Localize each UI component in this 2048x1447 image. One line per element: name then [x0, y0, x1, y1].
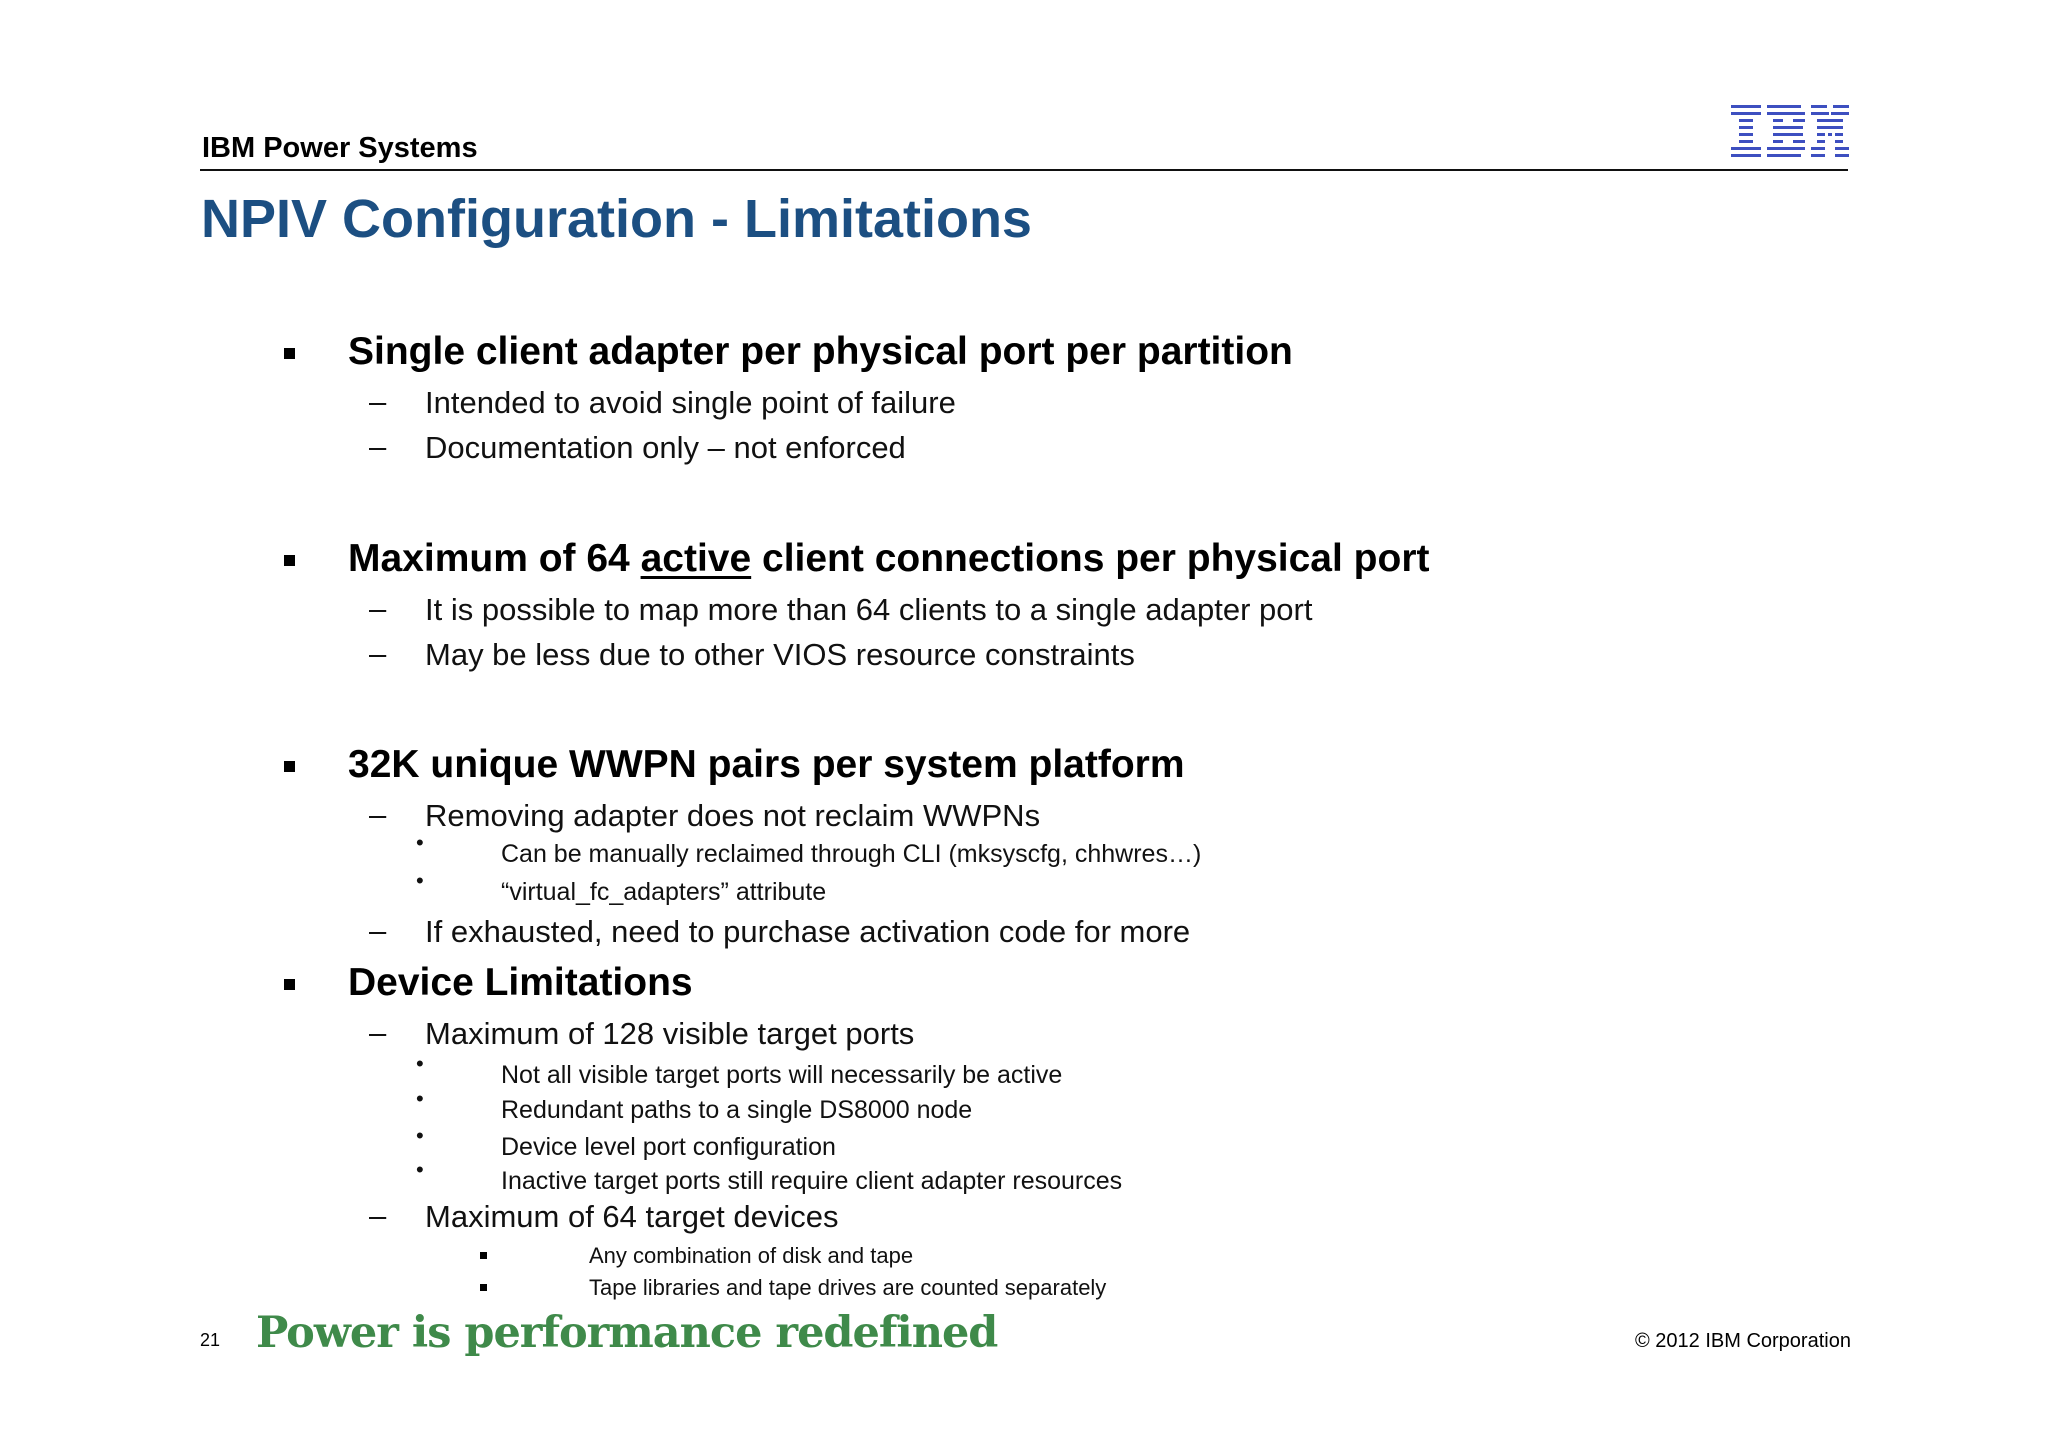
square-bullet-icon [284, 555, 295, 566]
small-square-bullet-icon [480, 1284, 487, 1291]
dash-bullet-icon: – [369, 636, 387, 671]
square-bullet-icon [284, 761, 295, 772]
page-title: NPIV Configuration - Limitations [201, 189, 1032, 249]
sub-subbullet [416, 1157, 1123, 1196]
bullet-text: Device Limitations [348, 961, 693, 1004]
level4-text: Any combination of disk and tape [589, 1243, 914, 1268]
subbullet-text: May be less due to other VIOS resource constraints [425, 637, 1135, 672]
level4-bullet [589, 1243, 913, 1269]
dot-bullet-icon: • [416, 1123, 424, 1148]
sub-subbullet-text: Not all visible target ports will necessarily be active [501, 1061, 1063, 1089]
dash-bullet-icon: – [369, 1198, 387, 1233]
bullet-32k-wwpn [348, 743, 1185, 787]
subbullet [369, 591, 1313, 628]
sub-subbullet-text: “virtual_fc_adapters” attribute [501, 878, 827, 906]
dash-bullet-icon: – [369, 913, 387, 948]
sub-subbullet-text: Redundant paths to a single DS8000 node [501, 1096, 973, 1124]
sub-subbullet [416, 868, 827, 907]
page-number: 21 [200, 1330, 221, 1350]
subbullet [369, 384, 956, 421]
subbullet [369, 913, 1191, 950]
subbullet-text: Removing adapter does not reclaim WWPNs [425, 798, 1041, 833]
footer-tagline: Power is performance redefined [256, 1308, 998, 1358]
subbullet [369, 429, 906, 466]
bullet-text: Single client adapter per physical port per partition [348, 330, 1293, 373]
subbullet-text: It is possible to map more than 64 clients to a single adapter port [425, 592, 1313, 627]
bullet-device-limitations [348, 961, 693, 1005]
dash-bullet-icon: – [369, 384, 387, 419]
sub-subbullet [416, 1086, 973, 1125]
bullet-single-client-adapter [348, 330, 1293, 374]
sub-subbullet [416, 1123, 836, 1162]
dot-bullet-icon: • [416, 1086, 424, 1111]
level4-text: Tape libraries and tape drives are counted separately [589, 1275, 1107, 1300]
sub-subbullet-text: Can be manually reclaimed through CLI (mksyscfg, chhwres…) [501, 840, 1202, 868]
small-square-bullet-icon [480, 1252, 487, 1259]
dash-bullet-icon: – [369, 797, 387, 832]
subbullet-text: Maximum of 64 target devices [425, 1199, 839, 1234]
subbullet [369, 636, 1135, 673]
sub-subbullet-text: Inactive target ports still require client adapter resources [501, 1167, 1123, 1195]
dot-bullet-icon: • [416, 1051, 424, 1076]
sub-subbullet [416, 1051, 1063, 1090]
copyright: © 2012 IBM Corporation [1635, 1330, 1851, 1352]
bullet-text: 32K unique WWPN pairs per system platform [348, 743, 1185, 786]
subbullet-text: If exhausted, need to purchase activation code for more [425, 914, 1191, 949]
bullet-text-pre: Maximum of 64 [348, 537, 641, 580]
subbullet [369, 1198, 839, 1235]
brand-header: IBM Power Systems [202, 132, 478, 164]
dash-bullet-icon: – [369, 429, 387, 464]
sub-subbullet-text: Device level port configuration [501, 1133, 836, 1161]
dot-bullet-icon: • [416, 830, 424, 855]
dot-bullet-icon: • [416, 868, 424, 893]
subbullet-text: Maximum of 128 visible target ports [425, 1016, 915, 1051]
square-bullet-icon [284, 348, 295, 359]
header-divider [200, 169, 1848, 171]
subbullet-text: Intended to avoid single point of failure [425, 385, 956, 420]
subbullet-text: Documentation only – not enforced [425, 430, 906, 465]
dot-bullet-icon: • [416, 1157, 424, 1182]
dash-bullet-icon: – [369, 1015, 387, 1050]
sub-subbullet [416, 830, 1202, 869]
square-bullet-icon [284, 979, 295, 990]
bullet-text-emphasis: active [640, 537, 752, 580]
bullet-text-post: client connections per physical port [751, 537, 1430, 580]
subbullet [369, 1015, 915, 1052]
bullet-max-64-active [348, 537, 1429, 581]
ibm-logo [1731, 105, 1849, 161]
subbullet [369, 797, 1041, 834]
dash-bullet-icon: – [369, 591, 387, 626]
level4-bullet [589, 1275, 1106, 1301]
